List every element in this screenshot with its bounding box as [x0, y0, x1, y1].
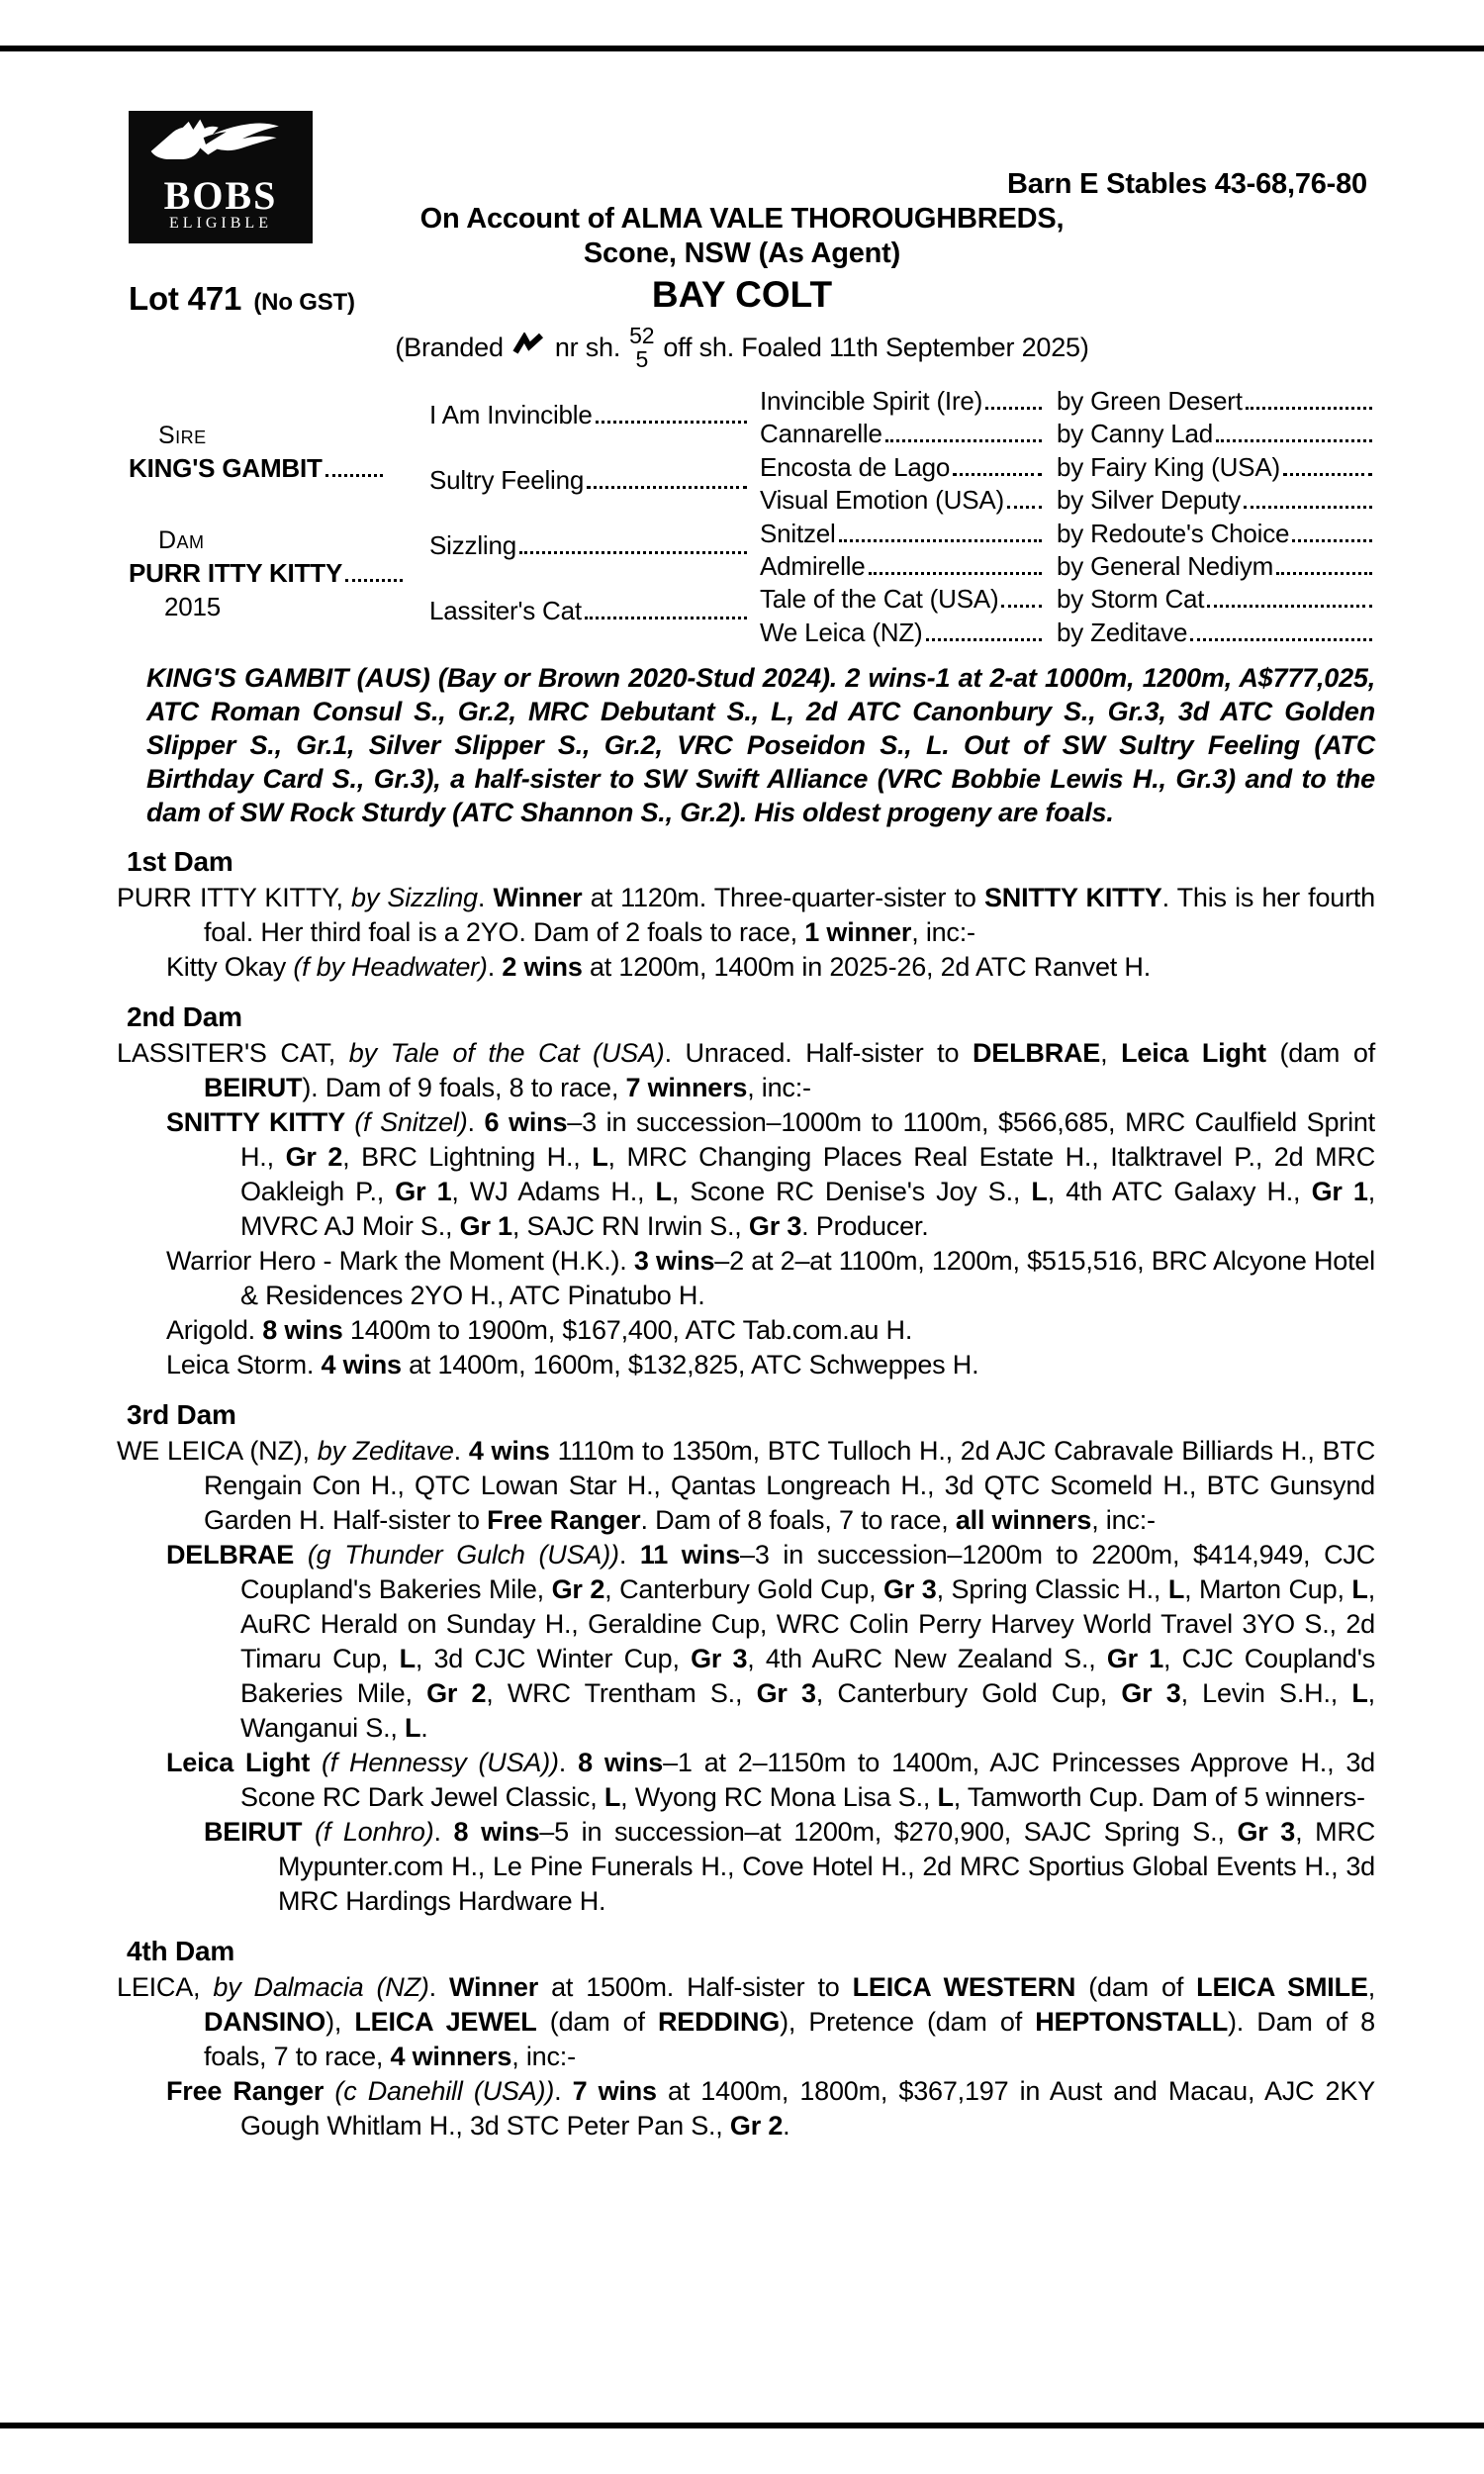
parent-row — [429, 530, 750, 561]
grandparent-sire: by General Nediym — [1057, 550, 1274, 581]
sire-summary: KING'S GAMBIT (AUS) (Bay or Brown 2020-Stud 2024). 2 wins-1 at 2-at 1000m, 1200m, A$777,025, ATC Roman Consul S., Gr.2, MRC Debutant S., L, 2d ATC Canonbury S., Gr.3, 3d ATC Golden Slipper S., Gr.1, Silver Slipper S., Gr.2, VRC Poseidon S., L. Out of SW Sultry Feeling (ATC Birthday Card S., Gr.3), a half-sister to SW Swift Alliance (VRC Bobbie Lewis H., Gr.3) and to the dam of SW Rock Sturdy (ATC Shannon S., Gr.2). His oldest progeny are foals. — [146, 663, 1375, 827]
dot-leader — [839, 539, 1042, 542]
progeny-entry: Arigold. 8 wins 1400m to 1900m, $167,400, ATC Tab.com.au H. — [166, 1315, 913, 1345]
dot-leader — [1207, 605, 1372, 608]
grandparent-row — [760, 584, 1375, 617]
grandparent-name: Encosta de Lago — [760, 451, 951, 482]
pedigree-table — [117, 388, 1375, 653]
dot-leader — [1283, 473, 1372, 476]
dam-role-label: Dam — [158, 526, 205, 554]
parent-row — [429, 596, 750, 626]
dot-leader — [1246, 407, 1372, 410]
progeny-entry: Free Ranger (c Danehill (USA)). 7 wins at 1400m, 1800m, $367,197 in Aust and Macau, AJC 2KY Gough Whitlam H., 3d STC Peter Pan S., Gr 2. — [166, 2076, 1375, 2141]
brand-number — [629, 324, 654, 371]
dot-leader — [953, 473, 1042, 476]
sire-name: KING'S GAMBIT — [129, 453, 323, 483]
dam-name: PURR ITTY KITTY — [129, 558, 343, 588]
grandparent-name: We Leica (NZ) — [760, 617, 923, 647]
barn-line: Barn E Stables 43-68,76-80 — [1007, 168, 1367, 200]
dot-leader — [587, 486, 747, 489]
horse-head-icon — [146, 111, 295, 177]
grandparent-name: Cannarelle — [760, 419, 882, 449]
dot-leader — [325, 474, 383, 477]
grandparent-sire: by Redoute's Choice — [1057, 518, 1290, 548]
dot-leader — [1276, 572, 1372, 575]
dam-year: 2015 — [164, 592, 222, 621]
dot-leader — [1001, 605, 1042, 608]
dam-name-row — [129, 558, 425, 589]
brand-mark-icon — [512, 333, 546, 363]
brand-line — [0, 319, 1484, 376]
dot-leader — [1007, 506, 1042, 509]
dot-leader — [1244, 506, 1372, 509]
brand-near-label: nr sh. — [554, 332, 621, 362]
dot-leader — [1190, 638, 1372, 641]
parent-name: Sizzling — [429, 530, 516, 560]
grandparent-name: Invincible Spirit (Ire) — [760, 386, 983, 416]
dam-entry: PURR ITTY KITTY, by Sizzling. Winner at 1120m. Three-quarter-sister to SNITTY KITTY. This is her fourth foal. Her third foal is a 2YO. Dam of 2 foals to race, 1 winner, inc:- — [117, 883, 1375, 947]
pedigree-col-names — [117, 388, 429, 653]
dot-leader — [1216, 439, 1372, 442]
sire-role-label: Sire — [158, 422, 207, 449]
progeny-entry: DELBRAE (g Thunder Gulch (USA)). 11 wins–3 in succession–1200m to 2200m, $414,949, CJC Coupland's Bakeries Mile, Gr 2, Canterbury Gold Cup, Gr 3, Spring Classic H., L, Marton Cup, L, AuRC Herald on Sunday H., Geraldine Cup, WRC Colin Perry Harvey World Travel 3YO S., 2d Timaru Cup, L, 3d CJC Winter Cup, Gr 3, 4th AuRC New Zealand S., Gr 1, CJC Coupland's Bakeries Mile, Gr 2, WRC Trentham S., Gr 3, Canterbury Gold Cup, Gr 3, Levin S.H., L, Wanganui S., L. — [166, 1540, 1376, 1743]
parent-row — [429, 400, 750, 430]
location-line: Scone, NSW (As Agent) — [583, 238, 901, 269]
grandparent-sire: by Storm Cat — [1057, 584, 1205, 615]
parent-row — [429, 465, 750, 496]
section-heading-2nd-dam: 2nd Dam — [127, 1001, 242, 1032]
grandparent-row — [760, 452, 1375, 485]
dam-entry: LASSITER'S CAT, by Tale of the Cat (USA). Unraced. Half-sister to DELBRAE, Leica Light (dam of BEIRUT). Dam of 9 foals, 8 to race, 7 winners, inc:- — [117, 1038, 1376, 1102]
grandparent-sire: by Canny Lad — [1057, 419, 1214, 449]
dot-leader — [1292, 539, 1372, 542]
grandparent-name: Visual Emotion (USA) — [760, 485, 1004, 516]
grandparent-row — [760, 485, 1375, 518]
horse-title: BAY COLT — [651, 274, 833, 315]
dam-entry: WE LEICA (NZ), by Zeditave. 4 wins 1110m to 1350m, BTC Tulloch H., 2d AJC Cabravale Billiards H., BTC Rengain Con H., QTC Lowan Star H., Qantas Longreach H., 3d QTC Scomeld H., BTC Gunsynd Garden H. Half-sister to Free Ranger. Dam of 8 foals, 7 to race, all winners, inc:- — [117, 1436, 1375, 1535]
parent-name: Sultry Feeling — [429, 465, 585, 495]
logo-subtitle: ELIGIBLE — [169, 215, 272, 232]
dot-leader — [585, 617, 747, 619]
dot-leader — [596, 421, 747, 424]
dot-leader — [519, 551, 747, 554]
grandparent-row — [760, 551, 1375, 584]
grandparent-row — [760, 618, 1375, 650]
dot-leader — [885, 439, 1042, 442]
content-area — [117, 388, 1375, 2143]
grandparent-sire: by Silver Deputy — [1057, 485, 1242, 516]
dot-leader — [926, 638, 1042, 641]
grandparent-sire: by Green Desert — [1057, 386, 1243, 416]
brand-number-top: 52 — [629, 323, 655, 348]
gst-note: (No GST) — [253, 289, 355, 316]
grandparent-row — [760, 419, 1375, 451]
brand-prefix: (Branded — [395, 332, 504, 362]
grandparent-name: Admirelle — [760, 550, 866, 581]
grandparent-name: Tale of the Cat (USA) — [760, 584, 999, 615]
bottom-rule — [0, 2423, 1484, 2428]
pedigree-col-grandparents — [760, 386, 1375, 650]
top-rule — [0, 46, 1484, 51]
progeny-entry: Warrior Hero - Mark the Moment (H.K.). 3 wins–2 at 2–at 1100m, 1200m, $515,516, BRC Alcyone Hotel & Residences 2YO H., ATC Pinatubo H. — [166, 1246, 1375, 1310]
dam-entry: LEICA, by Dalmacia (NZ). Winner at 1500m. Half-sister to LEICA WESTERN (dam of LEICA SMILE, DANSINO), LEICA JEWEL (dam of REDDING), Pretence (dam of HEPTONSTALL). Dam of 8 foals, 7 to race, 4 winners, inc:- — [117, 1972, 1375, 2071]
section-heading-1st-dam: 1st Dam — [127, 846, 233, 877]
brand-suffix: off sh. Foaled 11th September 2025) — [663, 332, 1089, 362]
progeny-entry: Leica Storm. 4 wins at 1400m, 1600m, $132,825, ATC Schweppes H. — [166, 1350, 979, 1380]
grandparent-sire: by Zeditave — [1057, 617, 1188, 647]
progeny-entry: Kitty Okay (f by Headwater). 2 wins at 1200m, 1400m in 2025-26, 2d ATC Ranvet H. — [166, 952, 1152, 982]
pedigree-col-parents — [429, 388, 760, 653]
parent-name: Lassiter's Cat — [429, 596, 582, 625]
sub-progeny-entry: BEIRUT (f Lonhro). 8 wins–5 in succession–at 1200m, $270,900, SAJC Spring S., Gr 3, MRC Mypunter.com H., Le Pine Funerals H., Cove Hotel H., 2d MRC Sportius Global Events H., 3d MRC Hardings Hardware H. — [204, 1817, 1376, 1916]
dot-leader — [345, 579, 403, 582]
section-heading-4th-dam: 4th Dam — [127, 1936, 235, 1966]
logo-title: BOBS — [163, 173, 278, 218]
grandparent-sire: by Fairy King (USA) — [1057, 451, 1280, 482]
sire-name-row — [129, 453, 425, 484]
grandparent-row — [760, 519, 1375, 551]
dot-leader — [985, 407, 1042, 410]
dot-leader — [869, 572, 1042, 575]
progeny-entry: SNITTY KITTY (f Snitzel). 6 wins–3 in succession–1000m to 1100m, $566,685, MRC Caulfield Sprint H., Gr 2, BRC Lightning H., L, MRC Changing Places Real Estate H., Italktravel P., 2d MRC Oakleigh P., Gr 1, WJ Adams H., L, Scone RC Denise's Joy S., L, 4th ATC Galaxy H., Gr 1, MVRC AJ Moir S., Gr 1, SAJC RN Irwin S., Gr 3. Producer. — [166, 1107, 1375, 1241]
brand-number-bottom: 5 — [635, 346, 649, 372]
account-line: On Account of ALMA VALE THOROUGHBREDS, — [419, 203, 1065, 235]
progeny-entry: Leica Light (f Hennessy (USA)). 8 wins–1 at 2–1150m to 1400m, AJC Princesses Approve H., 3d Scone RC Dark Jewel Classic, L, Wyong RC Mona Lisa S., L, Tamworth Cup. Dam of 5 winners- — [166, 1748, 1375, 1812]
parent-name: I Am Invincible — [429, 400, 593, 429]
grandparent-row — [760, 386, 1375, 419]
lot-number: Lot 471 — [129, 280, 242, 317]
section-heading-3rd-dam: 3rd Dam — [127, 1399, 236, 1430]
grandparent-name: Snitzel — [760, 518, 836, 548]
